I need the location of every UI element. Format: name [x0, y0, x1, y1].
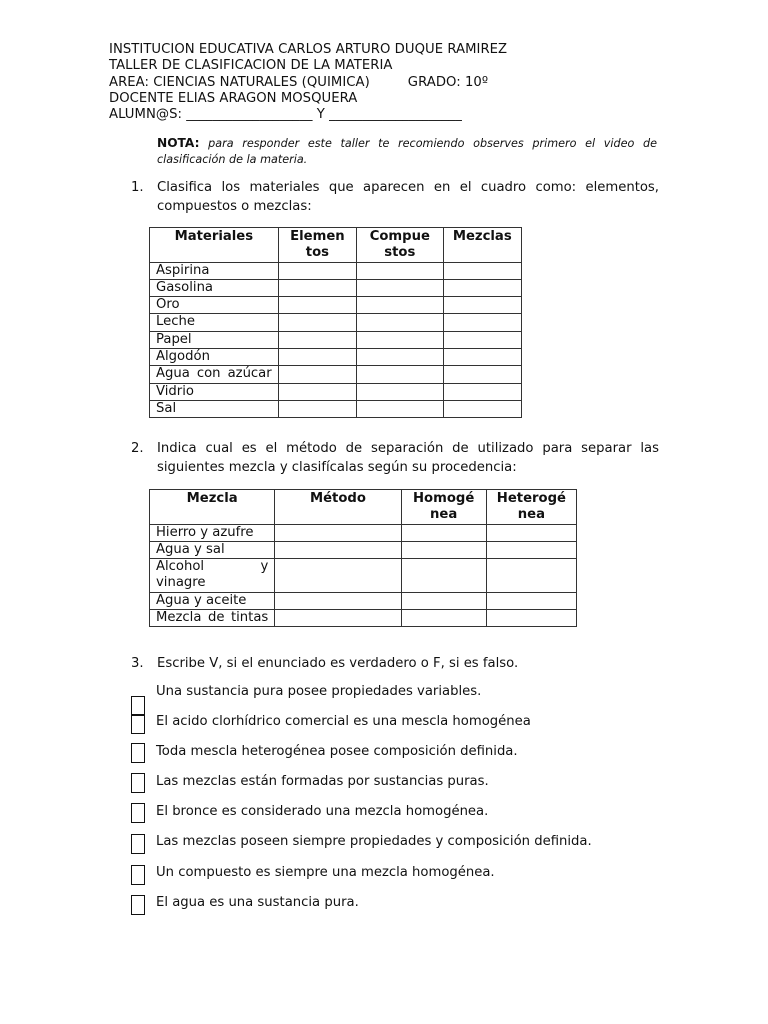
answer-box[interactable]: [131, 834, 145, 854]
students-line: ALUMN@S: ___________________ Y ____________________: [109, 107, 462, 123]
answer-box[interactable]: [131, 865, 145, 885]
statement: El agua es una sustancia pura.: [156, 895, 359, 910]
answer-cell[interactable]: [357, 331, 443, 348]
row-label: Oro: [150, 297, 279, 314]
answer-cell[interactable]: [278, 279, 356, 296]
question-text: Clasifica los materiales que aparecen en el cuadro como: elementos, compuestos o mezclas:: [157, 180, 659, 214]
statement: El bronce es considerado una mezcla homogénea.: [156, 804, 489, 819]
answer-cell[interactable]: [443, 279, 521, 296]
column-header: Mezclas: [443, 228, 521, 263]
separation-table: [149, 489, 577, 627]
statement: Una sustancia pura posee propiedades variables.: [156, 684, 482, 699]
teacher-line: DOCENTE ELIAS ARAGON MOSQUERA: [109, 90, 358, 106]
column-header: Compue stos: [357, 228, 443, 263]
statement: Toda mescla heterogénea posee composición definida.: [156, 744, 518, 759]
document-header: [109, 42, 507, 123]
column-header: Homogé nea: [401, 490, 486, 525]
answer-cell[interactable]: [275, 610, 401, 627]
row-label: Vidrio: [150, 383, 279, 400]
answer-box[interactable]: [131, 743, 145, 763]
answer-cell[interactable]: [443, 383, 521, 400]
answer-cell[interactable]: [486, 592, 576, 609]
answer-cell[interactable]: [357, 262, 443, 279]
row-label: Agua con azúcar: [150, 366, 279, 383]
answer-cell[interactable]: [278, 383, 356, 400]
question-number: 3.: [131, 656, 144, 671]
answer-cell[interactable]: [357, 279, 443, 296]
column-header: Método: [275, 490, 401, 525]
row-label: Agua y sal: [150, 541, 275, 558]
answer-cell[interactable]: [278, 366, 356, 383]
answer-cell[interactable]: [278, 331, 356, 348]
statement: Las mezclas poseen siempre propiedades y composición definida.: [156, 834, 592, 849]
answer-cell[interactable]: [357, 314, 443, 331]
answer-cell[interactable]: [443, 262, 521, 279]
row-label: Hierro y azufre: [150, 524, 275, 541]
area-label: AREA: CIENCIAS NATURALES (QUIMICA): [109, 74, 370, 90]
answer-cell[interactable]: [486, 541, 576, 558]
note-paragraph: [157, 136, 657, 167]
answer-cell[interactable]: [486, 559, 576, 593]
answer-cell[interactable]: [401, 592, 486, 609]
answer-cell[interactable]: [275, 524, 401, 541]
answer-cell[interactable]: [357, 297, 443, 314]
workshop-title: TALLER DE CLASIFICACION DE LA MATERIA: [109, 58, 393, 74]
answer-cell[interactable]: [357, 349, 443, 366]
answer-cell[interactable]: [486, 524, 576, 541]
answer-box[interactable]: [131, 696, 145, 716]
answer-cell[interactable]: [357, 400, 443, 417]
column-header: Mezcla: [150, 490, 275, 525]
answer-cell[interactable]: [486, 610, 576, 627]
statement: El acido clorhídrico comercial es una mescla homogénea: [156, 714, 531, 729]
row-label: Sal: [150, 400, 279, 417]
column-header: Materiales: [150, 228, 279, 263]
answer-cell[interactable]: [443, 297, 521, 314]
question-text: Indica cual es el método de separación de utilizado para separar las siguientes mezcla y clasifícalas según su procedencia:: [157, 441, 659, 475]
note-text: para responder este taller te recomiendo observes primero el video de clasificación de la materia.: [157, 137, 657, 166]
answer-cell[interactable]: [443, 314, 521, 331]
question-number: 1.: [131, 180, 144, 195]
answer-cell[interactable]: [401, 559, 486, 593]
column-header: Elemen tos: [278, 228, 356, 263]
answer-cell[interactable]: [357, 366, 443, 383]
answer-cell[interactable]: [443, 400, 521, 417]
note-label: NOTA:: [157, 136, 200, 150]
answer-cell[interactable]: [401, 610, 486, 627]
answer-box[interactable]: [131, 714, 145, 734]
answer-box[interactable]: [131, 895, 145, 915]
statement: Un compuesto es siempre una mezcla homogénea.: [156, 865, 495, 880]
row-label: Aspirina: [150, 262, 279, 279]
answer-cell[interactable]: [278, 349, 356, 366]
answer-cell[interactable]: [278, 262, 356, 279]
answer-cell[interactable]: [278, 297, 356, 314]
school-name: INSTITUCION EDUCATIVA CARLOS ARTURO DUQUE RAMIREZ: [109, 42, 508, 57]
answer-cell[interactable]: [275, 559, 401, 593]
answer-box[interactable]: [131, 803, 145, 823]
row-label: Papel: [150, 331, 279, 348]
answer-cell[interactable]: [278, 400, 356, 417]
answer-cell[interactable]: [443, 331, 521, 348]
grade-label: GRADO: 10º: [407, 74, 489, 90]
answer-cell[interactable]: [278, 314, 356, 331]
answer-cell[interactable]: [275, 592, 401, 609]
row-label: Alcohol y vinagre: [150, 559, 275, 593]
answer-cell[interactable]: [443, 366, 521, 383]
answer-cell[interactable]: [275, 541, 401, 558]
row-label: Leche: [150, 314, 279, 331]
answer-cell[interactable]: [357, 383, 443, 400]
question-text: Escribe V, si el enunciado es verdadero o F, si es falso.: [157, 656, 519, 671]
column-header: Heterogé nea: [486, 490, 576, 525]
answer-cell[interactable]: [401, 524, 486, 541]
statement: Las mezclas están formadas por sustancias puras.: [156, 774, 489, 789]
area-line: [109, 75, 507, 91]
materials-table: [149, 227, 522, 418]
row-label: Gasolina: [150, 279, 279, 296]
row-label: Agua y aceite: [150, 592, 275, 609]
row-label: Mezcla de tintas: [150, 610, 275, 627]
answer-cell[interactable]: [443, 349, 521, 366]
answer-cell[interactable]: [401, 541, 486, 558]
question-number: 2.: [131, 441, 144, 456]
answer-box[interactable]: [131, 773, 145, 793]
row-label: Algodón: [150, 349, 279, 366]
